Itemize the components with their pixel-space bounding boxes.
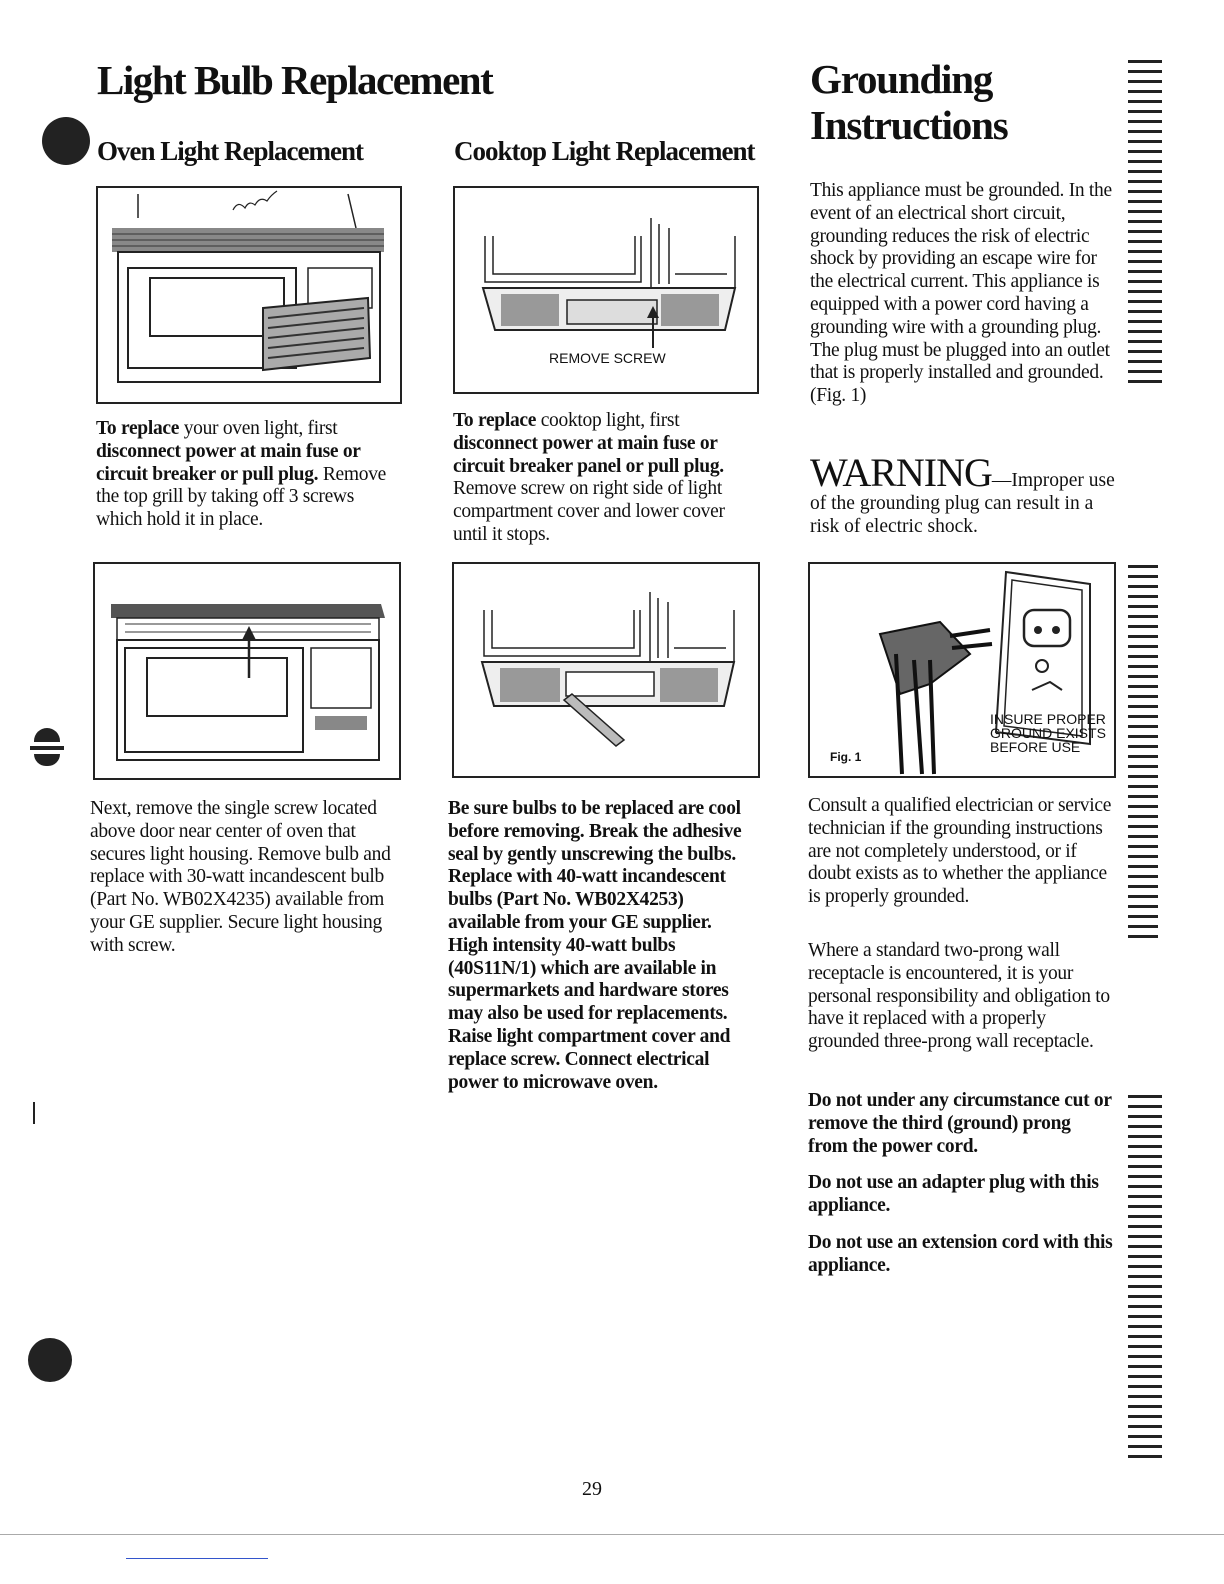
cooktop-instructions-2: Be sure bulbs to be replaced are cool before removing. Break the adhesive seal by gently unscrewing the bulbs. Replace with 40-watt incandescent bulbs (Part No. WB02X4253) available from your GE supplier. High intensity 40-watt bulbs (40S11N/1) which are available in supermarkets and hardware stores may also be used for replacements. Raise light compartment cover and replace screw. Connect electrical power to microwave oven. (448, 798, 742, 1093)
oven-p1-a: your oven light, first (179, 418, 338, 439)
oven-grill-illustration (98, 188, 400, 402)
oven-p1-b: Remove the top grill by taking off 3 screws which hold it in place. (96, 463, 387, 531)
oven-to-replace: To replace (96, 418, 180, 439)
plug-figure-caption: Fig. 1 (830, 750, 862, 764)
grounding-title: Grounding Instructions (810, 56, 1008, 148)
page-number: 29 (582, 1478, 602, 1500)
binder-mark-middle (30, 728, 64, 768)
insure-ground-label: INSURE PROPER GROUND EXISTS BEFORE USE (990, 711, 1106, 755)
grounding-warning (810, 450, 1120, 538)
scan-edge-marks-top (1128, 60, 1162, 385)
cooktop-bulb-figure (452, 562, 760, 778)
oven-light-housing-figure (93, 562, 401, 780)
grounding-intro: This appliance must be grounded. In the event of an electrical short circuit, grounding reduces the risk of electric shock by providing an escape wire for the electrical current. This appliance is equipped with a power cord having a grounding wire with a grounding plug. The plug must be plugged into an outlet that is properly installed and grounded. (Fig. 1) (810, 180, 1112, 407)
grounding-plug-figure (808, 562, 1116, 778)
cooktop-disconnect-warning: disconnect power at main fuse or circuit breaker panel or pull plug. (453, 432, 724, 477)
binder-hole-top (42, 117, 90, 165)
warning-rest: —Improper use of the grounding plug can result in a risk of electric shock. (810, 470, 1115, 537)
two-prong-text: Where a standard two-prong wall receptacle is encountered, it is your personal responsibility and obligation to have it replaced with a properly grounded three-prong wall receptacle. (808, 940, 1110, 1053)
oven-instructions-1 (96, 418, 396, 532)
scan-edge-marks-middle (1128, 565, 1158, 940)
oven-housing-illustration (95, 564, 399, 778)
cooktop-to-replace: To replace (453, 410, 537, 431)
cooktop-p1-a: cooktop light, first (536, 410, 680, 431)
bottom-blue-line (126, 1558, 268, 1559)
consult-electrician-text: Consult a qualified electrician or service technician if the grounding instructions are not completely understood, or if doubt exists as to whether the appliance is properly grounded. (808, 795, 1112, 908)
bottom-scan-line (0, 1534, 1224, 1535)
oven-grill-figure (96, 186, 402, 404)
cooktop-cover-figure (453, 186, 759, 394)
do-not-use-adapter: Do not use an adapter plug with this appliance. (808, 1172, 1099, 1216)
oven-light-heading: Oven Light Replacement (97, 136, 363, 166)
do-not-use-extension: Do not use an extension cord with this appliance. (808, 1232, 1113, 1276)
oven-disconnect-warning: disconnect power at main fuse or circuit breaker or pull plug. (96, 440, 361, 485)
left-margin-mark (33, 1102, 35, 1124)
cooktop-light-heading: Cooktop Light Replacement (454, 136, 755, 166)
page-title: Light Bulb Replacement (97, 57, 493, 103)
scan-edge-marks-bottom (1128, 1095, 1162, 1465)
warning-word: WARNING (810, 450, 992, 495)
oven-instructions-2: Next, remove the single screw located above door near center of oven that secures light housing. Remove bulb and replace with 30-watt incandescent bulb (Part No. WB02X4235) available from your GE supplier. Secure light housing with screw. (90, 798, 391, 956)
do-not-cut-prong: Do not under any circumstance cut or remove the third (ground) prong from the power cord. (808, 1090, 1112, 1157)
cooktop-bulb-illustration (454, 564, 758, 776)
remove-screw-label: REMOVE SCREW (549, 350, 666, 366)
binder-hole-bottom (28, 1338, 72, 1382)
cooktop-p1-b: Remove screw on right side of light compartment cover and lower cover until it stops. (453, 478, 725, 545)
cooktop-instructions-1 (453, 410, 758, 547)
